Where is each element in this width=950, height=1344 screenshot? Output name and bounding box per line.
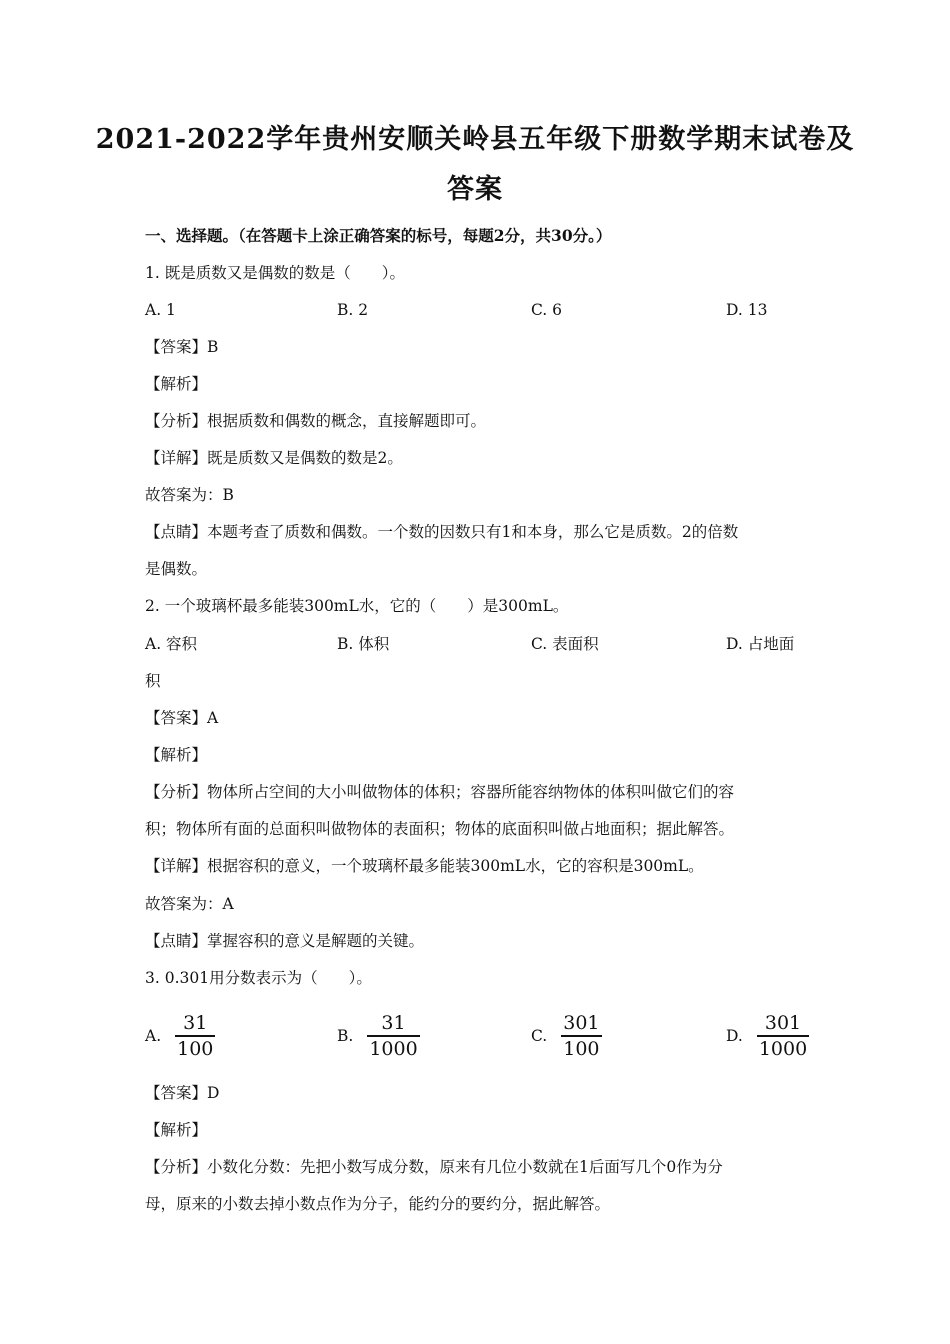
q3-option-b-label: B. [337, 1027, 354, 1045]
q2-option-d: D. 占地面 [726, 635, 795, 653]
q3-fenxi-line-2: 母，原来的小数去掉小数点作为分子，能约分的要约分，据此解答。 [145, 1195, 611, 1213]
q2-stem: 2. 一个玻璃杯最多能装300mL水，它的（ ）是300mL。 [145, 597, 569, 615]
q2-option-a: A. 容积 [145, 635, 198, 653]
q2-dianjing: 【点睛】掌握容积的意义是解题的关键。 [145, 932, 425, 950]
q1-dianjing-line-2: 是偶数。 [145, 560, 208, 578]
fraction-numerator: 301 [764, 1012, 802, 1035]
document-title-line-1: 2021-2022学年贵州安顺关岭县五年级下册数学期末试卷及 [95, 124, 855, 155]
q3-stem: 3. 0.301用分数表示为（ ）。 [145, 969, 372, 987]
q2-fenxi-line-1: 【分析】物体所占空间的大小叫做物体的体积；容器所能容纳物体的体积叫做它们的容 [145, 783, 735, 801]
q2-jiexi: 【解析】 [145, 746, 208, 764]
q3-option-b-fraction [367, 1011, 419, 1061]
q1-xiangjie: 【详解】既是质数又是偶数的数是2。 [145, 449, 403, 467]
q1-option-a: A. 1 [145, 301, 176, 319]
q1-jiexi: 【解析】 [145, 375, 208, 393]
q2-xiangjie: 【详解】根据容积的意义，一个玻璃杯最多能装300mL水，它的容积是300mL。 [145, 857, 704, 875]
q3-option-b [337, 1011, 420, 1061]
q1-conclusion: 故答案为：B [145, 486, 234, 504]
q2-option-c: C. 表面积 [531, 635, 599, 653]
fraction-numerator: 31 [381, 1012, 406, 1035]
q3-option-c-label: C. [531, 1027, 548, 1045]
q1-answer: 【答案】B [145, 338, 219, 356]
q3-option-d-fraction [757, 1011, 809, 1061]
q2-conclusion: 故答案为：A [145, 895, 234, 913]
q1-option-c: C. 6 [531, 301, 563, 319]
q1-fenxi: 【分析】根据质数和偶数的概念，直接解题即可。 [145, 412, 487, 430]
q1-option-b: B. 2 [337, 301, 369, 319]
q3-option-d-label: D. [726, 1027, 743, 1045]
q1-stem: 1. 既是质数又是偶数的数是（ ）。 [145, 264, 405, 282]
q3-option-d [726, 1011, 809, 1061]
fraction-numerator: 31 [183, 1012, 208, 1035]
q2-fenxi-line-2: 积；物体所有面的总面积叫做物体的表面积；物体的底面积叫做占地面积；据此解答。 [145, 820, 735, 838]
fraction-denominator: 100 [563, 1037, 600, 1060]
section-heading: 一、选择题。（在答题卡上涂正确答案的标号，每题2分，共30分。） [145, 226, 612, 245]
q1-dianjing-line-1: 【点睛】本题考查了质数和偶数。一个数的因数只有1和本身，那么它是质数。2的倍数 [145, 523, 739, 541]
q2-option-b: B. 体积 [337, 635, 390, 653]
fraction-denominator: 1000 [369, 1037, 418, 1060]
q3-jiexi: 【解析】 [145, 1121, 208, 1139]
q3-option-c [531, 1011, 602, 1061]
q2-option-d-wrap: 积 [145, 672, 161, 690]
q1-option-d: D. 13 [726, 301, 768, 319]
q3-fenxi-line-1: 【分析】小数化分数：先把小数写成分数，原来有几位小数就在1后面写几个0作为分 [145, 1158, 723, 1176]
q3-option-c-fraction [561, 1011, 601, 1061]
q2-answer: 【答案】A [145, 709, 219, 727]
q3-answer: 【答案】D [145, 1084, 220, 1102]
q3-option-a [145, 1011, 215, 1061]
fraction-denominator: 100 [177, 1037, 214, 1060]
q3-option-a-label: A. [145, 1027, 162, 1045]
fraction-numerator: 301 [563, 1012, 600, 1035]
fraction-denominator: 1000 [758, 1037, 808, 1060]
q3-option-a-fraction [175, 1011, 215, 1061]
document-title-line-2: 答案 [447, 174, 503, 205]
